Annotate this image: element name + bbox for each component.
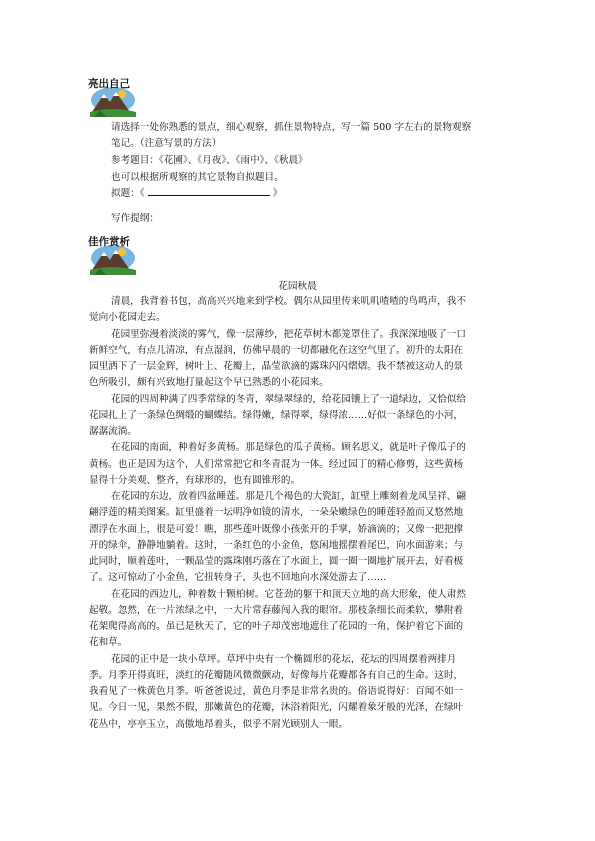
essay-line: 潺潺流淌。 — [89, 426, 137, 437]
title-fill-line — [111, 186, 282, 202]
essay-line: 花和草。 — [89, 637, 128, 649]
essay-line: 我看见了一株黄色月季。听爸爸说过，黄色月季是非常名贵的。俗语说得好：百闻不如一 — [89, 686, 464, 697]
essay-line: 显得十分美观、整齐，有球形的，也有圆锥形的。 — [89, 474, 301, 486]
essay-line: 花园扎上了一条绿色绸缎的蝴蝶结。绿得嫩，绿得翠，绿得浓……好似一条绿色的小河， — [89, 409, 464, 421]
writing-hint: 写作提纲： — [111, 213, 159, 224]
title-blank[interactable] — [148, 186, 270, 196]
essay-line: 翩浮莲的精美图案。缸里盛着一坛明净如镜的清水，一朵朵嫩绿色的睡莲轻盈而又悠然地 — [89, 507, 464, 519]
mountain-clipart-icon — [90, 244, 136, 276]
title-close: 》 — [272, 188, 283, 199]
essay-line: 季。月季开得真旺，淡红的花瓣随风微微颤动，好像每片花瓣都各有自己的生命。这时， — [89, 669, 464, 681]
essay-line: 花园里弥漫着淡淡的雾气，像一层薄纱，把花草树木都笼罩住了。我深深地吸了一口 — [111, 328, 466, 340]
essay-line: 觉向小花园走去。 — [89, 312, 166, 324]
section-heading: 亮出自己 — [88, 78, 130, 90]
essay-line: 花园的四周种满了四季常绿的冬青，翠绿翠绿的，给花园镶上了一道绿边，又恰似给 — [111, 393, 466, 405]
reference-topics: 参考题目：《花圃》、《月夜》、《雨中》、《秋晨》 — [111, 155, 308, 166]
self-topic-note: 也可以根据所观察的其它景物自拟题目。 — [111, 172, 284, 183]
essay-line: 在花园的东边，放着四盆睡莲。那是几个褐色的大瓷缸，缸壁上雕刻着龙凤呈祥、翩 — [111, 491, 466, 502]
essay-line: 了。这可惊动了小金鱼，它扭转身子，头也不回地向水深处游去了…… — [89, 572, 387, 584]
mountain-clipart-icon — [90, 86, 136, 118]
essay-line: 在花园的南面，种着好多黄杨。那是绿色的瓜子黄杨。顾名思义，就是叶子像瓜子的 — [111, 442, 466, 454]
section-heading: 佳作赏析 — [88, 236, 130, 248]
essay-line: 漂浮在水面上，很是可爱！瞧，那些莲叶既像小孩张开的手掌，娇滴滴的；又像一把把撑 — [89, 523, 464, 535]
essay-title: 花园秋晨 — [278, 281, 317, 292]
section-header-appreciation — [88, 236, 148, 274]
essay-line: 黄杨。也正是因为这个，人们常常把它和冬青混为一体。经过园丁的精心修剪，这些黄杨 — [89, 458, 464, 470]
essay-line: 园里洒下了一层金辉，树叶上、花瓣上，晶莹欲滴的露珠闪闪熠熠。我不禁被这动人的景 — [89, 361, 464, 372]
essay-line: 此同时，顺着莲叶，一颗晶莹的露珠刚巧落在了水面上，圆一圈一圈地扩展开去，好看极 — [89, 556, 464, 567]
essay-line: 起敬。忽然，在一片浓绿之中，一大片常春藤闯入我的眼帘。那枝条细长而柔软，攀附着 — [89, 604, 464, 616]
essay-line: 见。今日一见，果然不假，那嫩黄色的花瓣，沐浴着阳光，闪耀着象牙般的光泽，在绿叶 — [89, 702, 464, 714]
essay-line: 色所吸引，颇有兴致地打量起这个早已熟悉的小花园来。 — [89, 377, 329, 389]
essay-line: 清晨，我背着书包，高高兴兴地来到学校。偶尔从园里传来叽叽喳喳的鸟鸣声，我不 — [111, 296, 466, 307]
essay-line: 花丛中，亭亭玉立，高傲地昂着头，似乎不屑光顾别人一眼。 — [89, 718, 349, 730]
essay-line: 花园的正中是一块小草坪。草坪中央有一个椭圆形的花坛，花坛的四周摆着两排月 — [111, 653, 457, 665]
prompt-line-1: 请选择一处你熟悉的景点，细心观察，抓住景物特点，写一篇 500 字左右的景物观察 — [111, 122, 472, 133]
prompt-line-2: 笔记。（注意写景的方法） — [111, 138, 222, 149]
essay-line: 开的绿伞，静静地躺着。这时，一条红色的小金鱼，悠闲地摇摆着尾巴，向水面游来；与 — [89, 539, 464, 551]
essay-line: 花架爬得高高的。虽已是秋天了，它的叶子却茂密地遮住了花园的一角，保护着它下面的 — [89, 621, 464, 632]
title-label: 拟题：《 — [111, 188, 145, 199]
essay-line: 新鲜空气，有点儿清凉，有点湿润，仿佛早晨的一切都融化在这空气里了。初升的太阳在 — [89, 344, 464, 356]
essay-line: 在花园的西边儿，种着数十颗柏树。它苍劲的躯干和顶天立地的高大形象，使人肃然 — [111, 588, 466, 600]
section-header-show-yourself — [88, 78, 148, 116]
